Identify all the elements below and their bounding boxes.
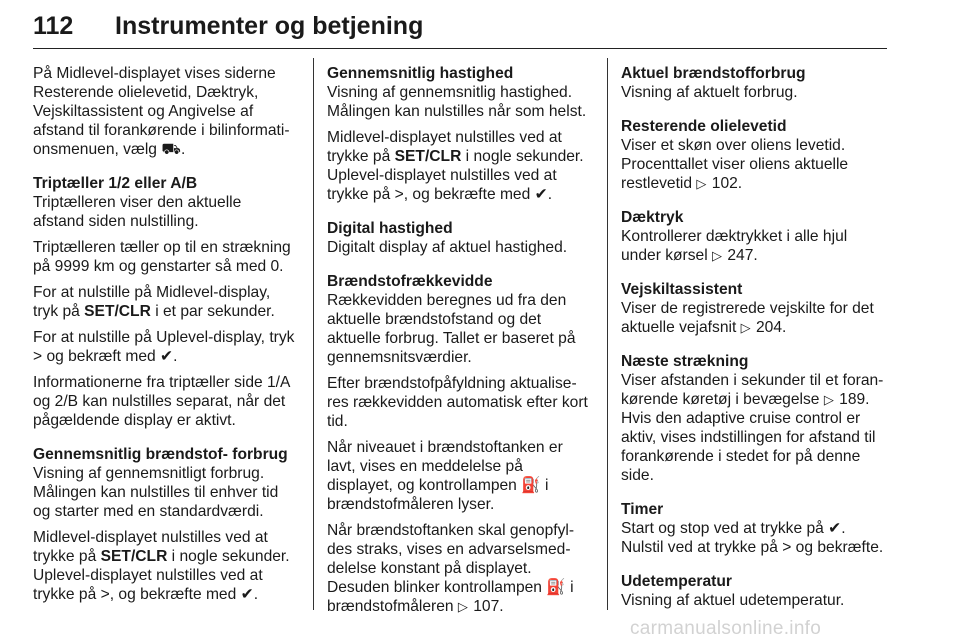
watermark: carmanualsonline.info bbox=[630, 618, 822, 639]
check-mark-icon: ✔ bbox=[160, 348, 174, 365]
section-heading: Gennemsnitlig brændstof- forbrug bbox=[33, 446, 288, 463]
column-2: Gennemsnitlig hastighed Visning af gennemsnitlig hastighed. Målingen kan nulstilles når som helst. Midlevel-displayet nulstilles ved at trykke på SET/CLR i nogle sekunder. Uplevel-displayet nulstilles ved at trykke på >, og bekræfte med ✔. Digital hastighed Digitalt display af aktuel hastighed. Brændstofrækkevidde Rækkevidden beregnes ud fra den aktuelle brændstofstand og det aktuelle forbrug. Tallet er baseret på gennemsnitsværdier. Efter brændstofpåfyldning aktualise- res rækkevidden automatisk efter kort tid. Når niveauet i brændstoftanken er lavt, vises en meddelelse på displayet, og kontrollampen ⛽ i brændstofmåleren lyser. Når brændstoftanken skal genopfyl- des straks, vises en advarselsmed- delelse konstant på displayet. Desuden blinker kontrollampen ⛽ i brændstofmåleren ▷ 107. bbox=[327, 64, 595, 623]
page-reference[interactable]: 204. bbox=[755, 319, 787, 336]
car-icon: ⛟ bbox=[161, 141, 181, 158]
section-heading: Dæktryk bbox=[621, 209, 684, 226]
section-heading: Vejskiltassistent bbox=[621, 281, 743, 298]
check-mark-icon: ✔ bbox=[534, 186, 548, 203]
page-title: Instrumenter og betjening bbox=[115, 12, 424, 40]
column-1: På Midlevel-displayet vises siderne Resterende olielevetid, Dæktryk, Vejskiltassistent og Angivelse af afstand til forankørende i bilinformati- onsmenuen, vælg ⛟. Triptæller 1/2 eller A/B Triptælleren viser den aktuelle afstand siden nulstilling. Triptælleren tæller op til en strækning på 9999 km og genstarter så med 0. For at nulstille på Midlevel-display, tryk på SET/CLR i et par sekunder. For at nulstille på Uplevel-display, tryk > og bekræft med ✔. Informationerne fra triptæller side 1/A og 2/B kan nulstilles separat, når det pågældende display er aktivt. Gennemsnitlig brændstof- forbrug Visning af gennemsnitligt forbrug. Målingen kan nulstilles til enhver tid og starter med en standardværdi. Midlevel-displayet nulstilles ved at trykke på SET/CLR i nogle sekunder. Uplevel-displayet nulstilles ved at trykke på >, og bekræfte med ✔. bbox=[33, 64, 299, 611]
section-heading: Næste strækning bbox=[621, 353, 749, 370]
chevron-right-icon: > bbox=[100, 586, 110, 603]
section-heading: Udetemperatur bbox=[621, 573, 732, 590]
column-divider bbox=[313, 58, 314, 610]
check-mark-icon: ✔ bbox=[240, 586, 254, 603]
page-header bbox=[33, 8, 887, 49]
section-heading: Brændstofrækkevidde bbox=[327, 273, 493, 290]
reference-arrow-icon: ▷ bbox=[457, 599, 468, 614]
chevron-right-icon: > bbox=[782, 539, 792, 556]
column-divider bbox=[607, 58, 608, 610]
fuel-pump-icon: ⛽ bbox=[521, 477, 541, 494]
section-heading: Resterende olielevetid bbox=[621, 118, 787, 135]
reference-arrow-icon: ▷ bbox=[712, 248, 723, 263]
section-heading: Timer bbox=[621, 501, 664, 518]
chevron-right-icon: > bbox=[33, 348, 43, 365]
reference-arrow-icon: ▷ bbox=[740, 320, 751, 335]
page-reference[interactable]: 107. bbox=[473, 598, 504, 615]
section-heading: Digital hastighed bbox=[327, 220, 453, 237]
section-heading: Triptæller 1/2 eller A/B bbox=[33, 175, 198, 192]
page-reference[interactable]: 102. bbox=[711, 175, 743, 192]
page-reference[interactable]: 247. bbox=[727, 247, 758, 264]
chevron-right-icon: > bbox=[394, 186, 404, 203]
intro-paragraph: På Midlevel-displayet vises siderne Resterende olielevetid, Dæktryk, Vejskiltassistent og Angivelse af afstand til forankørende i bilinformati- onsmenuen, vælg ⛟. bbox=[33, 65, 290, 158]
reference-arrow-icon: ▷ bbox=[696, 176, 707, 191]
section-heading: Aktuel brændstofforbrug bbox=[621, 65, 806, 82]
fuel-pump-icon: ⛽ bbox=[546, 579, 566, 596]
page-reference[interactable]: 189. bbox=[839, 391, 870, 408]
check-mark-icon: ✔ bbox=[828, 520, 842, 537]
page-number: 112 bbox=[33, 12, 74, 40]
section-heading: Gennemsnitlig hastighed bbox=[327, 65, 514, 82]
column-3: Aktuel brændstofforbrug Visning af aktuelt forbrug. Resterende olielevetid Viser et skøn over oliens levetid. Procenttallet viser oliens aktuelle restlevetid ▷ 102. Dæktryk Kontrollerer dæktrykket i alle hjul under kørsel ▷ 247. Vejskiltassistent Viser de registrerede vejskilte for det aktuelle vejafsnit ▷ 204. Næste strækning Viser afstanden i sekunder til et foran- kørende køretøj i bevægelse ▷ 189. Hvis den adaptive cruise control er aktiv, vises indstillingen for afstand til forankørende i stedet for på denne side. Timer Start og stop ved at trykke på ✔. Nulstil ved at trykke på > og bekræfte. Udetemperatur Visning af aktuel udetemperatur. bbox=[621, 64, 887, 610]
reference-arrow-icon: ▷ bbox=[823, 392, 834, 407]
